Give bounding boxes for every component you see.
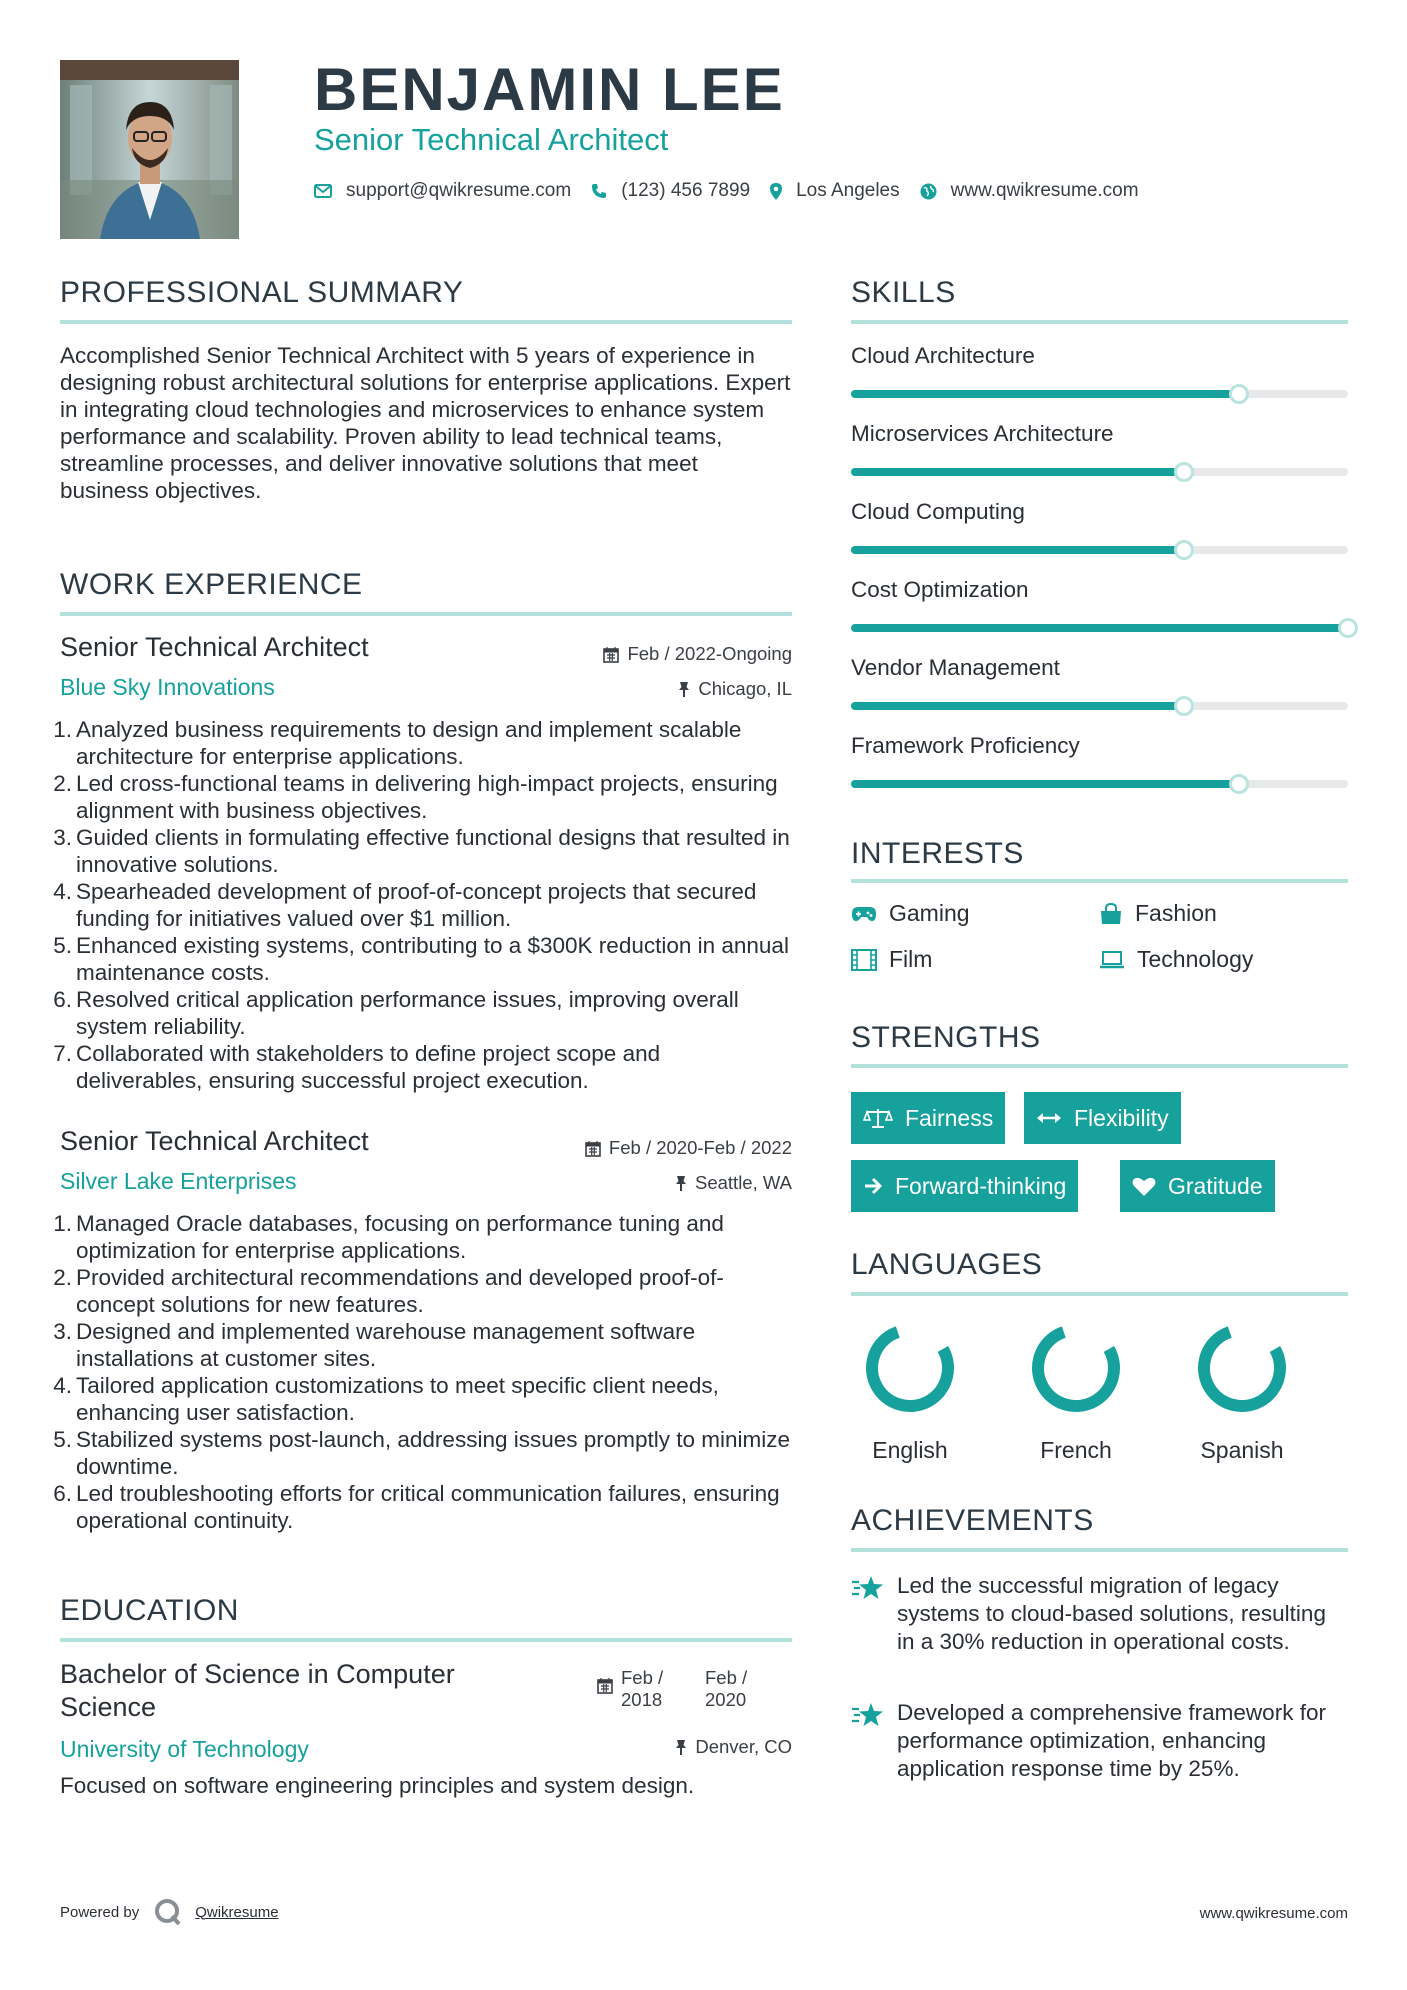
education-degree: Bachelor of Science in Computer Science [60, 1659, 455, 1722]
skill-name: Framework Proficiency [851, 733, 1080, 758]
skill-name: Cost Optimization [851, 577, 1029, 602]
skills-divider [851, 320, 1348, 324]
education-divider [60, 1638, 792, 1642]
balance-scale-icon [863, 1107, 893, 1129]
summary-divider [60, 320, 792, 324]
contact-location [770, 180, 900, 202]
achievement-item [851, 1699, 1348, 1783]
interest-label: Gaming [889, 900, 970, 926]
language-ring [1028, 1320, 1124, 1416]
language-ring-arc [1194, 1320, 1290, 1416]
contact-email[interactable] [314, 180, 571, 202]
skill-bar-knob [1174, 540, 1194, 560]
job-1-dates [603, 643, 792, 665]
language-label: English [872, 1437, 948, 1463]
star-icon [851, 1574, 885, 1602]
list-item: 5. Enhanced existing systems, contributing to a $300K reduction in annual maintenance costs. [53, 933, 789, 985]
language-label: Spanish [1200, 1437, 1284, 1463]
contact-phone[interactable] [591, 180, 750, 202]
skill-bar-fill [851, 780, 1239, 788]
skill-item [851, 343, 1348, 369]
list-item: 7. Collaborated with stakeholders to define project scope and deliverables, ensuring successful project execution. [53, 1041, 661, 1093]
list-item: 4. Tailored application customizations to meet specific client needs, enhancing user satisfaction. [53, 1373, 719, 1425]
skill-bar [851, 546, 1348, 554]
interest-item-gaming [851, 900, 970, 927]
interest-item-film [851, 946, 932, 973]
skill-name: Cloud Architecture [851, 343, 1035, 368]
job-2-dates [585, 1137, 792, 1159]
skill-name: Microservices Architecture [851, 421, 1114, 446]
skill-bar-fill [851, 624, 1348, 632]
job-1-dates-text: Feb / 2022-Ongoing [627, 643, 792, 664]
language-ring [862, 1320, 958, 1416]
languages-divider [851, 1292, 1348, 1296]
skill-bar [851, 390, 1348, 398]
job-2-dates-text: Feb / 2020-Feb / 2022 [608, 1137, 792, 1158]
pushpin-icon [675, 1739, 687, 1756]
list-item: 5. Stabilized systems post-launch, addressing issues promptly to minimize downtime. [53, 1427, 791, 1479]
interest-item-technology [1099, 946, 1253, 973]
job-1-company: Blue Sky Innovations [60, 674, 275, 700]
skill-bar-fill [851, 702, 1184, 710]
calendar-icon [603, 646, 619, 663]
shopping-bag-icon [1099, 903, 1123, 925]
skills-heading: SKILLS [851, 276, 956, 309]
skill-item [851, 421, 1348, 447]
strengths-divider [851, 1064, 1348, 1068]
list-item: 1. Analyzed business requirements to design and implement scalable architecture for enterprise applications. [53, 717, 742, 769]
skill-bar [851, 702, 1348, 710]
interests-heading: INTERESTS [851, 837, 1024, 870]
job-2-location-text: Seattle, WA [695, 1172, 792, 1193]
education-description: Focused on software engineering principles and system design. [60, 1773, 695, 1798]
strength-chip-forward-thinking [851, 1160, 1078, 1212]
achievements-heading: ACHIEVEMENTS [851, 1504, 1094, 1537]
list-item: 3. Guided clients in formulating effective functional designs that resulted in innovative solutions. [53, 825, 790, 877]
star-icon [851, 1701, 885, 1729]
skill-bar-knob [1229, 384, 1249, 404]
pushpin-icon [678, 681, 690, 698]
list-item: 2. Provided architectural recommendations and developed proof-of-concept solutions for new features. [53, 1265, 724, 1317]
qwikresume-link[interactable]: Qwikresume [195, 1903, 279, 1921]
qwikresume-logo-icon [153, 1897, 183, 1927]
arrows-horizontal-icon [1036, 1111, 1062, 1125]
strength-label: Flexibility [1074, 1104, 1169, 1131]
skill-name: Cloud Computing [851, 499, 1025, 524]
education-location [675, 1736, 792, 1758]
film-icon [851, 949, 877, 971]
job-2-location [675, 1172, 792, 1194]
skill-item [851, 499, 1348, 525]
interest-label: Fashion [1135, 900, 1217, 926]
languages-heading: LANGUAGES [851, 1248, 1043, 1281]
globe-icon [920, 183, 937, 200]
powered-by-label: Powered by [60, 1903, 140, 1921]
job-1-role: Senior Technical Architect [60, 632, 369, 662]
job-1-location-text: Chicago, IL [698, 678, 792, 699]
strength-label: Fairness [905, 1104, 994, 1131]
education-location-text: Denver, CO [695, 1736, 792, 1757]
job-2-role: Senior Technical Architect [60, 1126, 369, 1156]
skill-bar-fill [851, 390, 1239, 398]
arrow-right-icon [863, 1176, 883, 1196]
strength-chip-fairness [851, 1092, 1005, 1144]
skill-bar-fill [851, 468, 1184, 476]
education-dates [597, 1667, 757, 1711]
strength-chip-flexibility [1024, 1092, 1181, 1144]
skill-item [851, 655, 1348, 681]
skill-bar-knob [1174, 462, 1194, 482]
profile-photo-image [60, 60, 239, 239]
list-item: 1. Managed Oracle databases, focusing on performance tuning and optimization for enterprise applications. [53, 1211, 724, 1263]
achievement-item [851, 1572, 1348, 1656]
skill-item [851, 577, 1348, 603]
language-ring-arc [862, 1320, 958, 1416]
email-text[interactable]: support@qwikresume.com [346, 180, 572, 201]
achievement-text: Led the successful migration of legacy systems to cloud-based solutions, resulting in a 30% reduction in operational costs. [897, 1573, 1326, 1654]
skill-bar-knob [1229, 774, 1249, 794]
strengths-heading: STRENGTHS [851, 1021, 1041, 1054]
contact-website[interactable] [920, 180, 1139, 202]
education-school: University of Technology [60, 1736, 309, 1762]
language-item [845, 1320, 975, 1464]
summary-heading: PROFESSIONAL SUMMARY [60, 276, 464, 309]
achievements-divider [851, 1548, 1348, 1552]
contact-bar [314, 178, 1159, 204]
job-2-company: Silver Lake Enterprises [60, 1168, 297, 1194]
map-pin-icon [770, 183, 782, 200]
list-item: 6. Resolved critical application performance issues, improving overall system reliability. [53, 987, 739, 1039]
summary-text: Accomplished Senior Technical Architect with 5 years of experience in designing robust architectural solutions for enterprise applications. Expert in integrating cloud technologies and microservices to enhance system performance and scalability. Proven ability to lead technical teams, streamline processes, and deliver innovative solutions that meet business objectives. [60, 343, 791, 503]
skill-bar [851, 468, 1348, 476]
phone-icon [591, 183, 607, 199]
skill-bar [851, 624, 1348, 632]
experience-divider [60, 612, 792, 616]
education-start-date: Feb / 2018 [621, 1667, 664, 1710]
calendar-icon [585, 1140, 601, 1157]
skill-bar-knob [1174, 696, 1194, 716]
location-text: Los Angeles [796, 180, 900, 201]
pushpin-icon [675, 1175, 687, 1192]
language-item [1177, 1320, 1307, 1464]
education-end-date: Feb / 2020 [705, 1667, 748, 1710]
skill-item [851, 733, 1348, 759]
interests-divider [851, 879, 1348, 883]
skill-bar-knob [1338, 618, 1358, 638]
skill-name: Vendor Management [851, 655, 1060, 680]
list-item: 2. Led cross-functional teams in delivering high-impact projects, ensuring alignment with business objectives. [53, 771, 778, 823]
strength-label: Forward-thinking [895, 1172, 1067, 1199]
interest-label: Technology [1137, 946, 1254, 972]
envelope-icon [314, 184, 332, 198]
footer-website[interactable]: www.qwikresume.com [1199, 1905, 1348, 1922]
job-2-bullets [52, 1210, 792, 1534]
job-1-bullets [52, 716, 792, 1094]
laptop-icon [1099, 950, 1125, 970]
list-item: 6. Led troubleshooting efforts for critical communication failures, ensuring operational continuity. [53, 1481, 780, 1533]
footer-branding [60, 1897, 279, 1927]
language-item [1011, 1320, 1141, 1464]
strength-label: Gratitude [1168, 1172, 1263, 1199]
experience-heading: WORK EXPERIENCE [60, 568, 363, 601]
heart-icon [1132, 1176, 1156, 1197]
list-item: 4. Spearheaded development of proof-of-concept projects that secured funding for initiatives valued over $1 million. [53, 879, 757, 931]
strength-chip-gratitude [1120, 1160, 1275, 1212]
calendar-icon [597, 1677, 613, 1694]
candidate-title: Senior Technical Architect [314, 122, 669, 157]
languages-list [845, 1320, 1325, 1464]
candidate-name: BENJAMIN LEE [314, 56, 785, 123]
interest-label: Film [889, 946, 933, 972]
list-item: 3. Designed and implemented warehouse management software installations at customer sites. [53, 1319, 696, 1371]
skill-bar [851, 780, 1348, 788]
job-1-location [678, 678, 792, 700]
interest-item-fashion [1099, 900, 1217, 927]
phone-text[interactable]: (123) 456 7899 [621, 180, 751, 201]
website-text[interactable]: www.qwikresume.com [950, 180, 1139, 201]
language-ring [1194, 1320, 1290, 1416]
achievement-text: Developed a comprehensive framework for performance optimization, enhancing application response time by 25%. [897, 1700, 1326, 1781]
language-label: French [1040, 1437, 1112, 1463]
gamepad-icon [851, 905, 877, 923]
education-heading: EDUCATION [60, 1594, 239, 1627]
profile-photo [60, 60, 239, 239]
skill-bar-fill [851, 546, 1184, 554]
language-ring-arc [1028, 1320, 1124, 1416]
